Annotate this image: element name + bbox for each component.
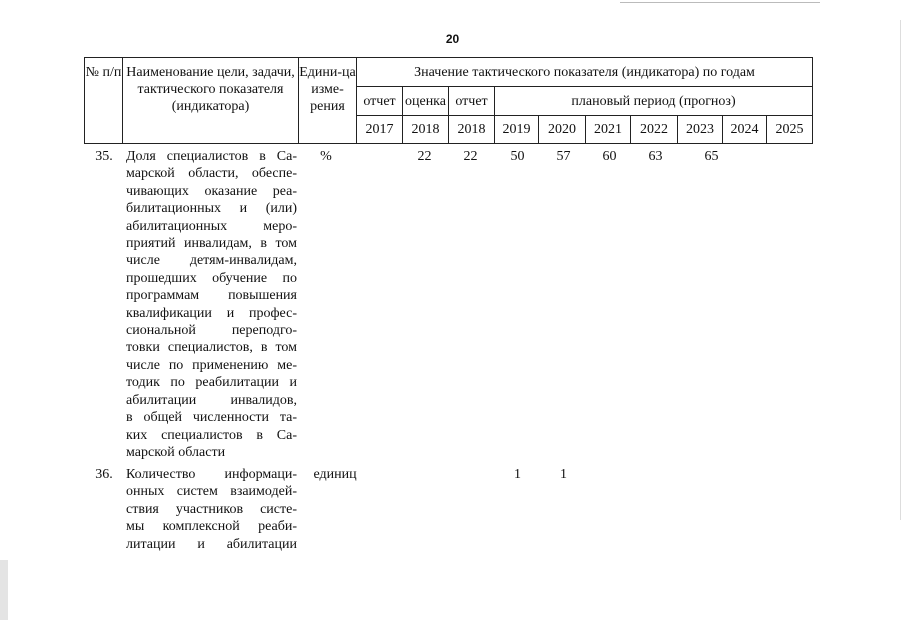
name-line: Количество информаци-: [126, 467, 297, 482]
header-name: Наименование цели, задачи, тактического показателя (индикатора): [123, 58, 299, 144]
name-line: чивающих оказание реа-: [126, 183, 297, 199]
name-line: Доля специалистов в Са-: [126, 149, 297, 164]
row-number: 36.: [95, 467, 113, 482]
header-year: 2017: [357, 116, 403, 144]
header-year: 2018: [449, 116, 495, 144]
value-2018-estimate: 22: [417, 149, 432, 164]
indicator-table-header: [84, 57, 813, 144]
name-line: квалификации и профес-: [126, 305, 297, 321]
header-num: № п/п: [85, 58, 123, 144]
header-year: 2024: [723, 116, 767, 144]
header-year: 2020: [539, 116, 586, 144]
header-sub-report-2017: отчет: [357, 87, 403, 116]
row-unit: %: [320, 149, 332, 164]
header-value-group: Значение тактического показателя (индикатора) по годам: [357, 58, 813, 87]
name-line: приятий инвалидам, в том: [126, 236, 297, 252]
name-line: мы комплексной реаби-: [126, 519, 297, 535]
header-year: 2019: [495, 116, 539, 144]
name-line: онных систем взаимодей-: [126, 484, 297, 500]
row-name: [126, 466, 297, 553]
row-name: [126, 148, 297, 461]
name-line: ствия участников систе-: [126, 501, 297, 517]
name-line: ких специалистов в Са-: [126, 427, 297, 443]
name-line: прошедших обучение по: [126, 270, 297, 286]
header-year: 2022: [631, 116, 678, 144]
name-line: марской области: [126, 444, 226, 460]
row-unit: единиц: [313, 467, 357, 482]
value-2023: 65: [704, 149, 719, 164]
name-line: абилитационных меро-: [126, 218, 297, 234]
name-line: товки специалистов, в том: [126, 340, 297, 356]
header-year: 2021: [586, 116, 631, 144]
header-plan-period: плановый период (прогноз): [495, 87, 813, 116]
name-line: абилитации инвалидов,: [126, 392, 297, 408]
name-line: сиональной переподго-: [126, 323, 297, 339]
header-year: 2018: [403, 116, 449, 144]
name-line: числе по применению ме-: [126, 357, 297, 373]
header-year: 2025: [767, 116, 813, 144]
name-line: в общей численности та-: [126, 410, 297, 426]
name-line: программам повышения: [126, 288, 297, 304]
header-sub-report-2018: отчет: [449, 87, 495, 116]
row-number: 35.: [95, 149, 113, 164]
value-2022: 63: [648, 149, 663, 164]
value-2018-report: 22: [463, 149, 478, 164]
value-2020: 57: [556, 149, 571, 164]
header-unit: Едини-ца изме-рения: [299, 58, 357, 144]
name-line: билитационных и (или): [126, 201, 297, 217]
value-2019: 50: [510, 149, 525, 164]
name-line: марской области, обеспе-: [126, 166, 297, 182]
value-2021: 60: [602, 149, 617, 164]
value-2019: 1: [514, 467, 521, 482]
scan-artifact: [0, 560, 8, 620]
header-year: 2023: [678, 116, 723, 144]
scan-artifact: [900, 20, 901, 520]
header-sub-estimate-2018: оценка: [403, 87, 449, 116]
name-line: числе детям-инвалидам,: [126, 253, 297, 269]
name-line: литации и абилитации: [126, 536, 297, 552]
scan-artifact: [620, 2, 820, 3]
name-line: тодик по реабилитации и: [126, 375, 297, 391]
page-number: 20: [445, 32, 460, 46]
value-2020: 1: [560, 467, 567, 482]
